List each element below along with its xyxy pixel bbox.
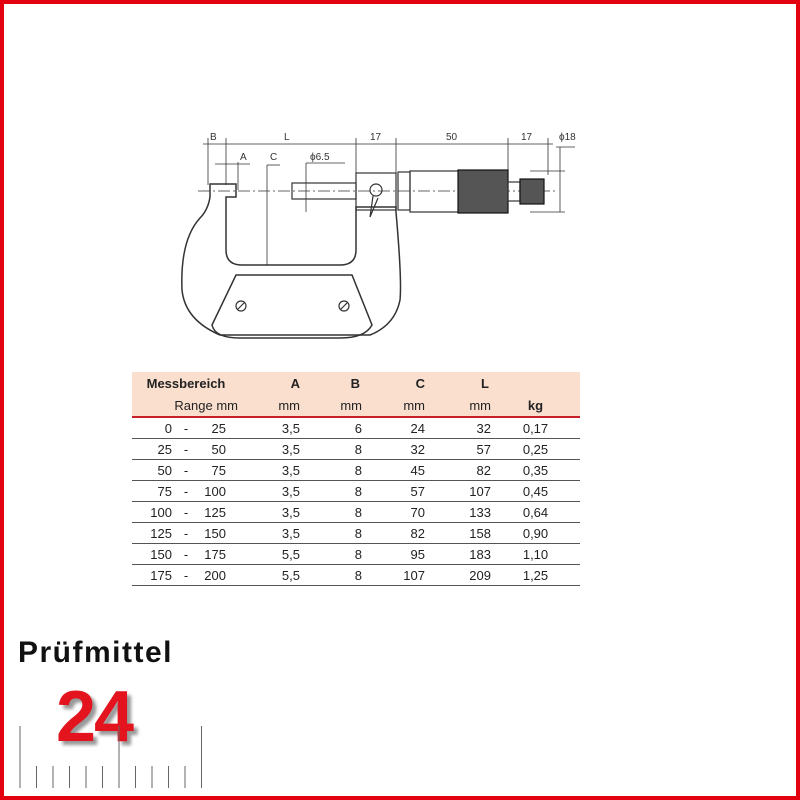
header-b: B (350, 375, 360, 391)
dimension-label: 50 (446, 132, 458, 143)
cell-l: 82 (425, 460, 491, 481)
range-dash: - (183, 567, 189, 583)
cell-kg: 0,64 (491, 502, 580, 523)
range-to: 125 (204, 504, 226, 520)
table-row (132, 523, 580, 544)
range-cell (132, 502, 240, 523)
cell-kg: 1,10 (491, 544, 580, 565)
table-row (132, 544, 580, 565)
cell-a: 3,5 (240, 481, 300, 502)
unit-a: mm (240, 394, 300, 417)
range-dash: - (183, 525, 189, 541)
pruefmittel24-logo (18, 636, 174, 757)
ruler-ticks (18, 726, 218, 796)
cell-b: 8 (300, 565, 362, 586)
range-from: 100 (150, 504, 172, 520)
cell-c: 32 (362, 439, 425, 460)
table-row (132, 460, 580, 481)
cell-c: 70 (362, 502, 425, 523)
range-from: 150 (150, 546, 172, 562)
range-to: 150 (204, 525, 226, 541)
range-from: 0 (164, 420, 172, 436)
dimension-label: B (210, 132, 217, 143)
cell-c: 45 (362, 460, 425, 481)
range-dash: - (183, 483, 189, 499)
cell-a: 3,5 (240, 417, 300, 439)
cell-l: 133 (425, 502, 491, 523)
cell-b: 8 (300, 439, 362, 460)
cell-a: 5,5 (240, 544, 300, 565)
dimension-label: 17 (521, 132, 533, 143)
cell-kg: 0,17 (491, 417, 580, 439)
cell-c: 95 (362, 544, 425, 565)
unit-c: mm (362, 394, 425, 417)
range-from: 175 (150, 567, 172, 583)
cell-kg: 0,25 (491, 439, 580, 460)
header-c: C (415, 375, 425, 391)
cell-b: 8 (300, 460, 362, 481)
cell-c: 82 (362, 523, 425, 544)
range-cell (132, 565, 240, 586)
cell-a: 3,5 (240, 523, 300, 544)
range-to: 50 (211, 441, 226, 457)
cell-a: 3,5 (240, 460, 300, 481)
dimension-label: ϕ6.5 (310, 152, 330, 163)
cell-c: 57 (362, 481, 425, 502)
cell-b: 6 (300, 417, 362, 439)
cell-b: 8 (300, 481, 362, 502)
range-dash: - (183, 441, 189, 457)
cell-a: 5,5 (240, 565, 300, 586)
unit-range: Range mm (132, 394, 240, 417)
logo-number: 24 (56, 677, 133, 757)
range-cell (132, 481, 240, 502)
cell-l: 107 (425, 481, 491, 502)
range-cell (132, 417, 240, 439)
table-row (132, 417, 580, 439)
cell-kg: 0,35 (491, 460, 580, 481)
unit-l: mm (425, 394, 491, 417)
cell-l: 158 (425, 523, 491, 544)
cell-b: 8 (300, 523, 362, 544)
cell-l: 183 (425, 544, 491, 565)
cell-b: 8 (300, 544, 362, 565)
cell-kg: 0,90 (491, 523, 580, 544)
table-row (132, 481, 580, 502)
cell-b: 8 (300, 502, 362, 523)
table-unit-row (132, 394, 580, 417)
dimension-label: A (240, 152, 247, 163)
header-a: A (290, 375, 300, 391)
cell-l: 57 (425, 439, 491, 460)
logo-text: Prüfmittel (18, 636, 174, 669)
table-row (132, 502, 580, 523)
cell-a: 3,5 (240, 502, 300, 523)
table-row (132, 439, 580, 460)
range-dash: - (183, 546, 189, 562)
range-dash: - (183, 420, 189, 436)
dimension-label: C (270, 152, 278, 163)
header-blank (491, 372, 580, 394)
range-cell (132, 523, 240, 544)
dimension-label: ϕ18 (559, 132, 576, 143)
cell-c: 24 (362, 417, 425, 439)
cell-l: 209 (425, 565, 491, 586)
unit-kg: kg (491, 394, 580, 417)
range-from: 50 (157, 462, 172, 478)
range-from: 25 (157, 441, 172, 457)
range-to: 75 (211, 462, 226, 478)
range-cell (132, 544, 240, 565)
cell-a: 3,5 (240, 439, 300, 460)
range-dash: - (183, 462, 189, 478)
range-dash: - (183, 504, 189, 520)
table-row (132, 565, 580, 586)
range-to: 100 (204, 483, 226, 499)
unit-b: mm (300, 394, 362, 417)
range-to: 25 (211, 420, 226, 436)
range-cell (132, 460, 240, 481)
range-cell (132, 439, 240, 460)
specifications-table (132, 372, 580, 586)
dimension-label: L (284, 132, 290, 143)
header-messbereich: Messbereich (146, 375, 226, 391)
range-from: 75 (157, 483, 172, 499)
header-l: L (481, 375, 489, 391)
micrometer-drawing (0, 0, 800, 370)
cell-kg: 0,45 (491, 481, 580, 502)
cell-c: 107 (362, 565, 425, 586)
range-from: 125 (150, 525, 172, 541)
cell-l: 32 (425, 417, 491, 439)
range-to: 175 (204, 546, 226, 562)
table-header-row (132, 372, 580, 394)
dimension-label: 17 (370, 132, 382, 143)
cell-kg: 1,25 (491, 565, 580, 586)
range-to: 200 (204, 567, 226, 583)
